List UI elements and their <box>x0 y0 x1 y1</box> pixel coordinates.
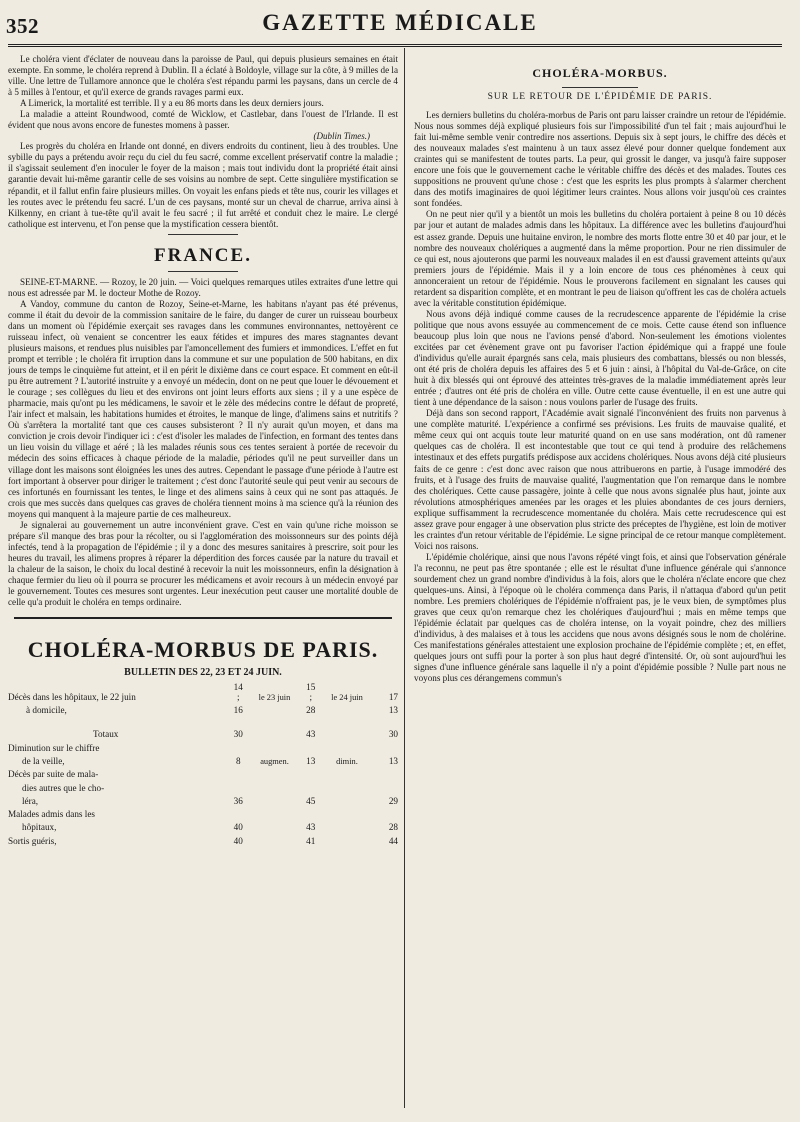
article-paragraph: A Limerick, la mortalité est terrible. Il y a eu 86 morts dans les deux derniers jours. <box>20 98 324 109</box>
section-rule <box>14 617 392 619</box>
column-divider <box>404 48 405 1108</box>
article-paragraph: La maladie a atteint Roundwood, comté de Wicklow, et Castlebar, dans l'ouest de l'Irlande. Il est évident que nous avons encore de funestes momens à passer. <box>8 109 398 131</box>
article-paragraph: Déjà dans son second rapport, l'Académie avait signalé l'inconvénient des fruits non parvenus à une complète maturité. L'expérience a confirmé ses prévisions. Les fruits de mauvaise qualité, et même ceux qui ont acquis toute leur maturité quand on en use sans modération, ont dû ramener quelques cas de choléra. Il est incontestable que tout ce qui tend à produire des relâchemens intestinaux et des effets purgatifs prédispose aux accidens cholériques. Nous avons déjà cité plusieurs faits de ce genre : c'est donc avec raison que nous attribuerons en partie, à l'usage immodéré des fruits, et à l'usage des fruits de mauvaise qualité, l'augmentation que l'on remarque dans le nombre des cholériques. Cette cause passagère, jointe à celle que nous avons signalée plus haut, jointe aux révolutions atmosphériques amenées par les orages et les pluies abondantes de ces jours derniers, explique suffisamment la recrudescence momentanée du choléra. Mais cette recrudescence qui est assez grave pour engager à une observation plus stricte des préceptes de l'hygiène, est loin de motiver les craintes d'un retour véritable de l'épidémie. Le signe principal de ce retour manque complètement. Voici nos raisons. <box>414 408 786 551</box>
article-title: CHOLÉRA-MORBUS. <box>532 66 668 80</box>
section-title-cholera-paris: CHOLÉRA-MORBUS DE PARIS. <box>27 637 379 663</box>
article-paragraph: Nous avons déjà indiqué comme causes de la recrudescence apparente de l'épidémie la crise politique que nous avons essuyée au commencement de ce mois. Cette cause étend son influence beaucoup plus loin que nous ne l'avions pensé d'abord. Non-seulement les émotions violentes excitées par cet évènement grave ont pu favoriser l'action épidémique qui a frappé une foule d'individus qu'elle aurait épargnés sans cela, mais plusieurs des combattans, blessés ou non blessés, ont été pris de choléra depuis les affaires des 5 et 6 juin : ainsi, à l'hôpital du Val-de-Grâce, on cite huit à dix blessés qui ont éprouvé des atteintes très-graves de la maladie immédiatement après leur entrée ; d'autres ont été pris de choléra en ville. Outre cette cause éventuelle, il en est une autre qui tient à une dépendance de la saison : nous voulons parler de l'usage des fruits. <box>414 308 786 408</box>
section-rule <box>168 271 238 272</box>
source-attribution: (Dublin Times.) <box>313 131 370 142</box>
article-intro: SEINE-ET-MARNE. — Rozoy, le 20 juin. — Voici quelques remarques utiles extraites d'une lettre qui nous est adressée par M. le docteur Mothe de Rozoy. <box>8 276 398 298</box>
table-row: Malades admis dans les <box>8 809 96 820</box>
page-number: 352 <box>6 14 39 38</box>
left-column <box>8 54 398 1112</box>
table-row: Diminution sur le chiffre <box>8 742 100 753</box>
table-row: Décès par suite de mala- <box>8 769 99 780</box>
article-paragraph: Je signalerai au gouvernement un autre inconvénient grave. C'est en vain qu'une riche moisson se prépare s'il manque des bras pour la récolter, ou si l'agglomération des moissonneurs sur des points déjà infectés, tend à la propagation de l'épidémie ; il y a donc des mesures sanitaires à prescrire, soit pour les heures du travail, les alimens propres à réparer la déperdition des forces causée par la nature du travail et la chaleur de la saison, le choix du local destiné à recevoir la nuit les moissonneurs, enfin la désignation à chaque fermier du lieu où il pourra se procurer les médicamens et avoir recours à un médecin envoyé par le gouvernement. Toutes ces mesures sont urgentes. Leur inexécution peut causer une mortalité double de celle qu'a produit le choléra en temps ordinaire. <box>8 519 398 608</box>
journal-title: GAZETTE MÉDICALE <box>262 10 538 35</box>
header-rule <box>8 44 782 47</box>
article-paragraph: Les progrès du choléra en Irlande ont donné, en divers endroits du continent, lieu à des troubles. Une sybille du pays a prétendu avoir reçu du ciel du feu sacré, comme excellent préservatif contre la maladie ; il s'agissait seulement d'en inoculer le foyer de la maison ; mais tout individu dont la propriété était ainsi garantie devait lui-même garantir celle de ses voisins au nombre de sept. Cette singulière mystification se répandit, et il fallut enfin faire plusieurs milles. On voyait les enfans pieds et tête nus, courir les villages et les routes avec le prétendu feu sacré. L'un de ces paysans, monté sur un cheval de charrue, arriva ainsi à Kilkenny, en criant à tue-tête qu'il avait le feu sacré ; il fut arrêté et conduit chez le maire. Le clergé catholique est intervenu, et l'on pense que la mystification cessera bientôt. <box>8 141 398 229</box>
table-row: dies autres que le cho- <box>22 782 105 793</box>
table-row: léra, 36 45 29 <box>22 795 398 806</box>
article-paragraph: On ne peut nier qu'il y a bientôt un mois les bulletins du choléra portaient à peine 8 ou 10 décès par jour et autant de malades admis dans les hôpitaux. La différence avec les bulletins d'aujourd'hui est assez grande. Depuis une huitaine environ, le nombre des morts flotte entre 30 et 40 par jour, et le nombre des nouveaux cholériques a augmenté dans la même proportion. Pour ne rien dissimuler de ce qui est, nous ajouterons que parmi les nouveaux malades il en est d'aussi gravement atteints qu'aux premiers jours de l'épidémie. Mais il y a loin encore de tous ces phénomènes à ceux qui annonceraient un retour de l'épidémie. Nous le prouverons facilement en signalant les causes qui retardent sa disparition complète, et en montrant le peu de liaison qu'offrent les cas de choléra actuels avec la véritable constitution épidémique. <box>414 209 786 308</box>
title-rule <box>562 87 638 88</box>
table-row: à domicile, 16 28 13 <box>26 705 398 716</box>
table-row: hôpitaux, 40 43 28 <box>22 822 398 833</box>
article-subtitle: SUR LE RETOUR DE L'ÉPIDÉMIE DE PARIS. <box>487 92 713 102</box>
bulletin-title: BULLETIN DES 22, 23 ET 24 JUIN. <box>124 667 282 679</box>
table-row: Totaux 30 43 30 <box>93 729 398 740</box>
article-paragraph: L'épidémie cholérique, ainsi que nous l'avons répété vingt fois, et ainsi que l'observation générale l'a reconnu, ne peut pas être spontanée ; elle est le résultat d'une influence générale qui s'annonce sourdement chez un grand nombre d'individus à la fois, alors que le choléra n'éclate encore que chez quelques-uns. Ainsi, à l'époque où le choléra commença dans Paris, il n'attaqua d'abord qu'un petit nombre. Les premiers cholériques de l'épidémie n'offraient pas, je le veux bien, de symptômes plus graves que ceux qu'on remarque chez les cholériques d'aujourd'hui ; mais en même temps que l'épidémie éclatait par quelques cas de choléra intense, on la voyait poindre, chez des milliers d'individus, à des malaises et à tous les accidens que nous avons désignés sous le nom de cholérine. Ces manifestations générales attestaient une explosion prochaine de l'épidémie complète ; et, en effet, quelques jours ont suffi pour la porter à son plus haut degré d'intensité. Or, où sont aujourd'hui les signes d'une influence générale sans laquelle il n'y a point d'épidémie possible ? Nulle part nous ne voyons plus ces dérangemens commun's <box>414 551 786 684</box>
bulletin-table <box>8 682 398 846</box>
article-paragraph: Les derniers bulletins du choléra-morbus de Paris ont paru laisser craindre un retour de l'épidémie. Nous nous sommes déjà expliqué plusieurs fois sur l'impossibilité d'un tel fait ; mais aujourd'hui le fait lui-même semble venir contredire nos assertions. Depuis six à sept jours, le chiffre des décès et des nouveaux malades s'est maintenu à un taux assez élevé pour donner quelque fondement aux craintes qui se manifestent de toutes parts. La peur, qui grossit le danger, va jusqu'à faire supposer encore une fois que le gouvernement cache le véritable chiffre des décès et des malades. Toutes ces suppositions ne prouvent qu'une chose : c'est que les esprits les plus prompts à s'alarmer cherchent dans des motifs imaginaires de quoi légitimer leurs craintes. Nous allons voir jusqu'où ces craintes sont fondées. <box>414 110 786 209</box>
table-row: Sortis guéris, 40 41 44 <box>8 835 398 846</box>
table-row: Décès dans les hôpitaux, le 22 juin 14 ; le 23 juin 15 ; le 24 juin 17 <box>8 682 398 703</box>
table-row: de la veille, 8 augmen. 13 dimin. 13 <box>22 756 398 766</box>
right-column <box>414 54 786 1112</box>
article-paragraph: A Vandoy, commune du canton de Rozoy, Seine-et-Marne, les habitans n'ayant pas été prévenus, comme il était du devoir de la commission sanitaire de le faire, du danger de curer un ruisseau bourbeux dans un moment où l'épidémie exerçait ses ravages dans les communes environnantes, nettoyèrent ce ruisseau infect, où venaient se concentrer les eaux fétides et impures des mares stagnantes devant plusieurs maisons, et rendues plus nuisibles par l'amoncellement des fumiers et immondices. L'effet en fut prompt et terrible ; le choléra fit irruption dans la commune et sur une population de 500 habitans, en dix jours de temps le cinquième fut atteint, et il en périt le dixième dans ce court espace. Et comment en eût-il pu être autrement ? L'autorité instruite y a envoyé un médecin, dont on ne peut que louer le dévouement et le courage ; ses collègues du lieu et des environs ont joint leurs efforts aux siens ; il y a une espèce de pharmacie, mais qu'ont pu les médicamens, le savoir et le zèle des médecins contre le défaut de propreté, l'air infect et malsain, les habitations humides et étroites, le manque de linge, d'alimens sains et nutritifs ? Où s'arrêtera la mortalité tant que ces causes subsisteront ? Il n'y aurait qu'un moyen, et dans ma conviction je crois devoir l'indiquer ici : c'est d'isoler les malades de l'infection, en formant des tentes dans un lieu voisin du village et aéré ; là les malades réunis sous ces tentes seraient à portée de recevoir du médecin des soins efficaces à chaque période de la maladie, périodes qu'il ne peut surveiller dans un village dont les maisons sont éloignées les unes des autres. Cependant le passage d'une période à l'autre est fort important à observer pour diriger le traitement ; c'est donc l'autorité seule qui peut venir au secours de ces infortunés en fournissant les tentes, le linge et des alimens sains à ceux qui ne sont pas attaqués. Je crois que mes succès dans quelques cas graves de choléra tiennent moins à ma science qu'à la réunion des moyens qui manquent à la majeure partie de ces malheureux. <box>8 298 398 519</box>
section-rule <box>168 234 238 235</box>
page-header <box>0 0 800 44</box>
section-title-france: FRANCE. <box>154 244 252 266</box>
article-paragraph: Le choléra vient d'éclater de nouveau dans la paroisse de Paul, qui depuis plusieurs semaines en était exempte. En somme, le choléra reprend à Dublin. Il a éclaté à Boldoyle, village sur la côte, à 9 milles de la ville. Une lettre de Tullamore annonce que le choléra s'est répandu parmi les paysans, dans un cercle de 4 à 5 milles à l'entour, et qu'il exerce de grands ravages parmi eux. <box>8 54 398 98</box>
